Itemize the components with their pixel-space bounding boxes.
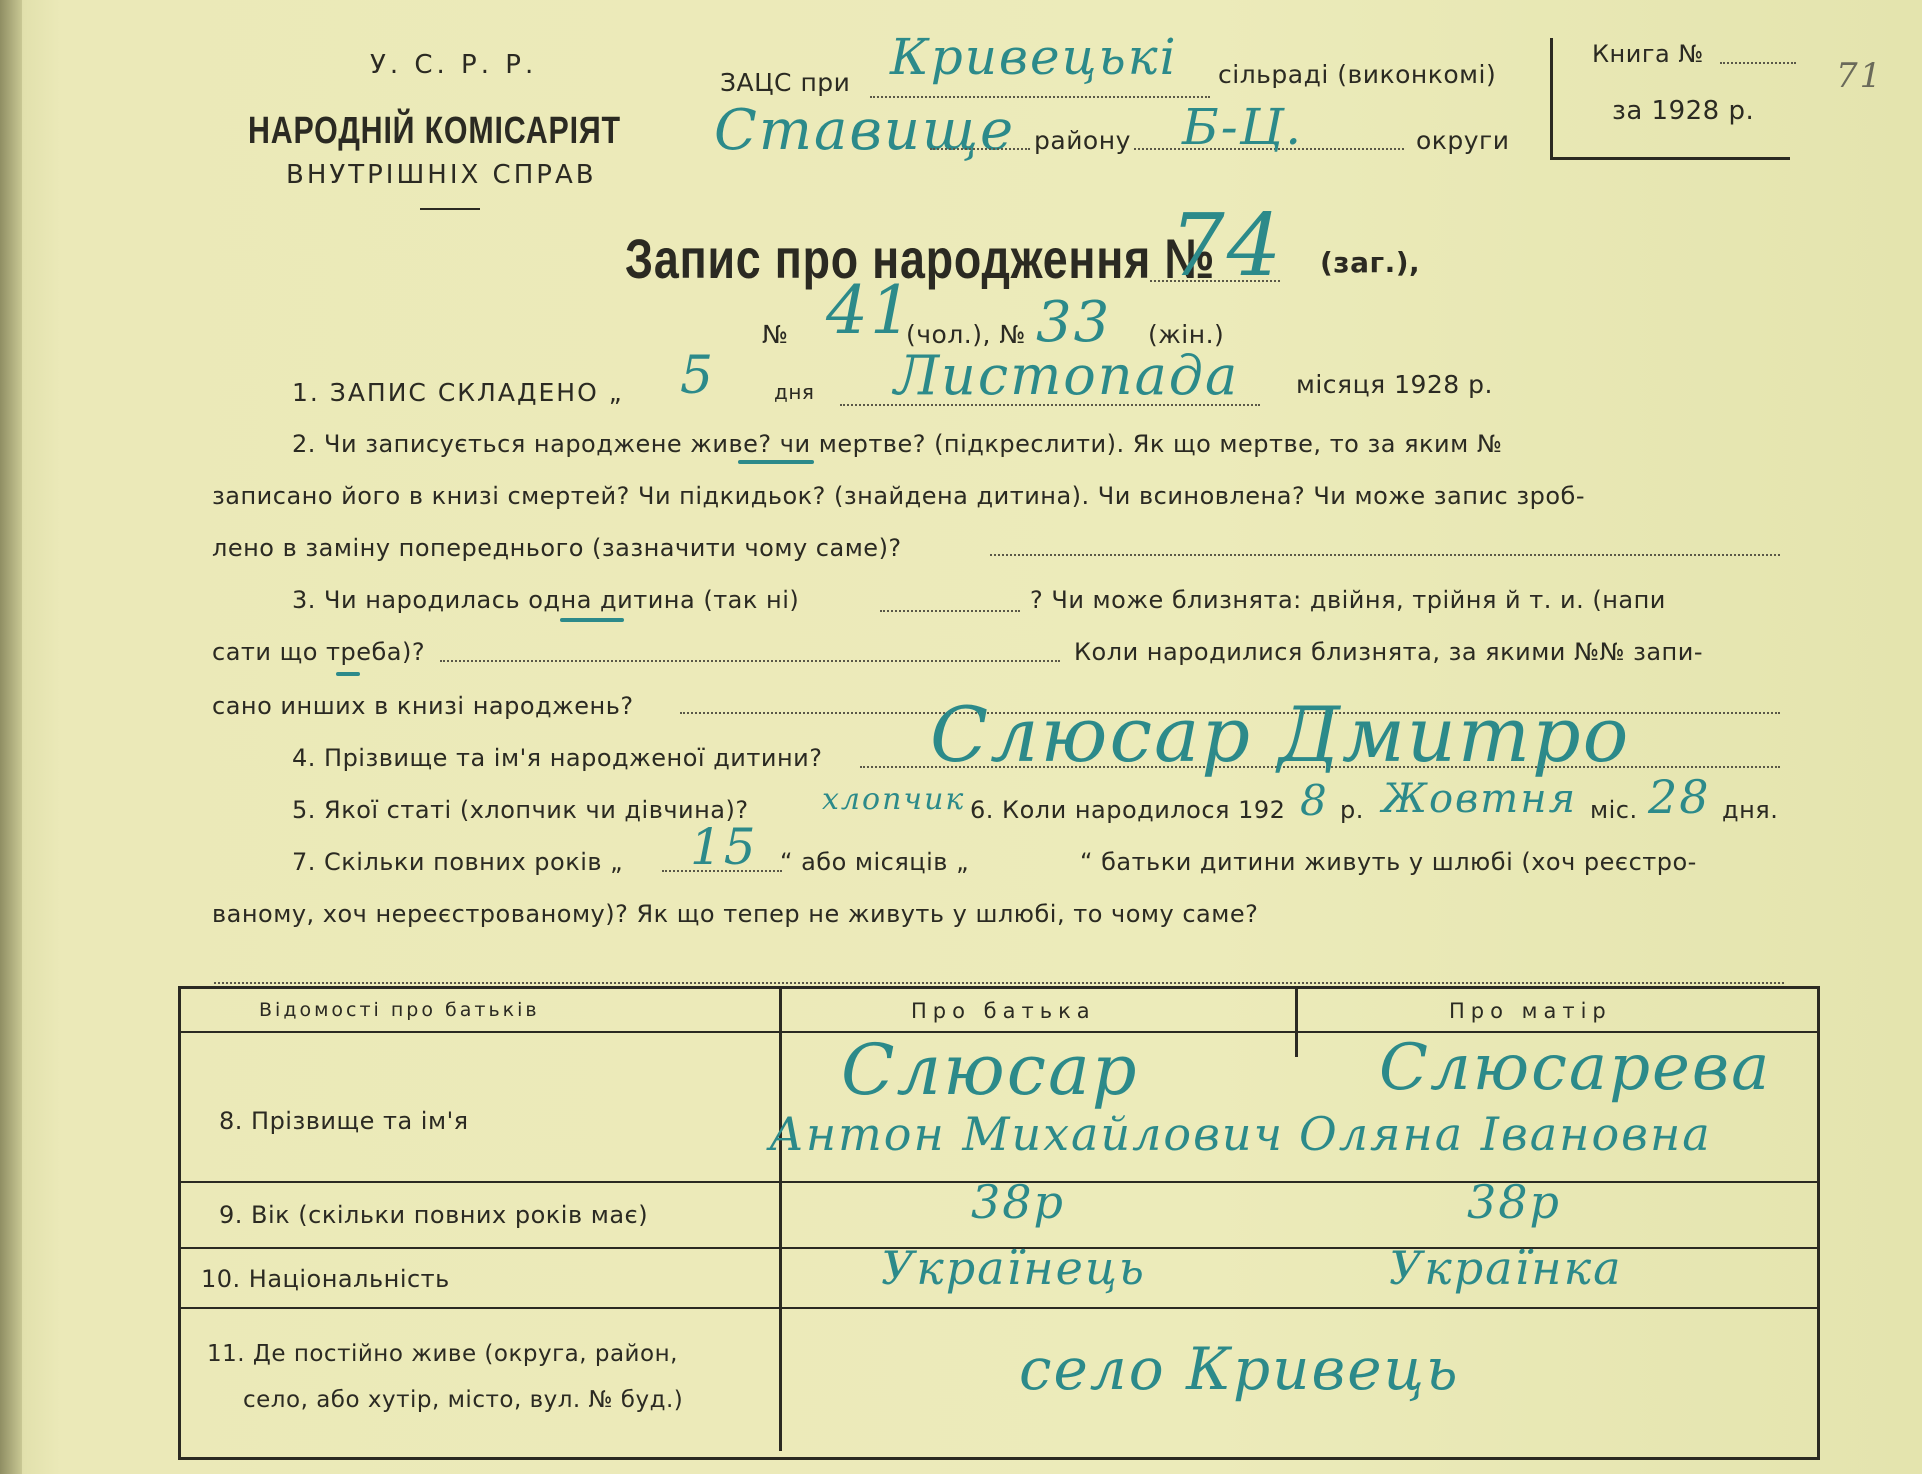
row9-father-age: 38р [971,1175,1065,1229]
q7-line1c: “ батьки дитини живуть у шлюбі (хоч реєстро- [1080,848,1697,876]
row8-mother-name: Оляна Івановна [1299,1107,1712,1161]
book-box-left [1550,38,1553,160]
table-header-mother: Про матір [1449,999,1612,1023]
q3-line2: сати що треба)? [212,638,426,666]
book-binding-edge [0,0,22,1474]
book-year-label: за 1928 р. [1612,96,1755,126]
okrug-label: округи [1416,126,1510,155]
female-number-suffix: (жін.) [1148,320,1225,349]
book-number-label: Книга № [1592,40,1704,68]
row8-mother-surname: Слюсарева [1379,1031,1772,1105]
table-header-father: Про батька [911,999,1096,1023]
q3-line2b: Коли народилися близнята, за якими №№ запи- [1074,638,1703,666]
district-handwritten: Ставище [714,98,1016,163]
row11-label-line2: село, або хутір, місто, вул. № буд.) [243,1387,684,1413]
row9-mother-age: 38р [1467,1175,1561,1229]
q4-child-name-handwritten: Слюсар Дмитро [930,690,1631,779]
district-dots [930,148,1030,150]
q5-label: 5. Якої статі (хлопчик чи дівчина)? [292,796,749,824]
female-number-handwritten: 33 [1036,290,1112,355]
margin-number: 71 [1836,56,1884,96]
q5-sex-handwritten: хлопчик [822,782,966,817]
record-title: Запис про народження № [625,227,1216,290]
district-label: району [1034,126,1131,155]
q6-month-handwritten: Жовтня [1382,776,1578,822]
zags-prefix-label: ЗАЦС при [720,68,851,97]
q3-what-underline [336,672,360,676]
row8-father-surname: Слюсар [841,1029,1139,1111]
q4-label: 4. Прізвище та ім'я народженої дитини? [292,744,823,772]
q3-line3: сано инших в книзі народжень? [212,692,634,720]
q2-line1: 2. Чи записується народжене живе? чи мертве? (підкреслити). Як що мертве, то за яким № [292,430,1503,458]
okrug-handwritten: Б-Ц. [1182,98,1304,156]
table-header-parents: Відомості про батьків [259,999,540,1021]
q1-day-handwritten: 5 [680,346,716,406]
row8-father-name: Антон Михайлович [769,1107,1285,1161]
table-col-divider-1 [779,989,782,1451]
table-col-divider-2 [1295,989,1298,1057]
row11-residence: село Кривець [1019,1335,1460,1403]
row9-label: 9. Вік (скільки повних років має) [219,1201,649,1229]
q1-suffix: місяця 1928 р. [1296,370,1493,399]
commissariat-label: НАРОДНІЙ КОМІСАРІЯТ [248,110,621,152]
republic-label: У. С. Р. Р. [370,50,538,80]
q7-line1b: “ або місяців „ [780,848,969,876]
row11-label-line1: 11. Де постійно живе (округа, район, [207,1341,678,1367]
q6-label: 6. Коли народилося 192 [970,796,1286,824]
male-number-label: № [762,320,789,349]
q1-prefix: 1. ЗАПИС СКЛАДЕНО „ [292,378,624,407]
row10-label: 10. Національність [201,1265,450,1293]
row10-father-nationality: Українець [881,1241,1146,1295]
record-number-handwritten: 74 [1170,196,1284,296]
header-rule [420,208,480,210]
q6-month-label: міс. [1590,796,1638,824]
table-row10-rule [181,1307,1817,1309]
zags-handwritten: Кривецькі [890,28,1178,86]
q2-alive-underline [738,460,814,464]
male-number-handwritten: 41 [826,272,914,349]
council-suffix-label: сільраді (виконкомі) [1218,60,1497,89]
q2-line3-dots [990,554,1780,556]
q3-line1: 3. Чи народилась одна дитина (так ні) [292,586,800,614]
q6-year-digit-handwritten: 8 [1300,776,1329,825]
row10-mother-nationality: Українка [1389,1241,1623,1295]
record-number-suffix: (заг.), [1320,246,1421,279]
department-label: ВНУТРІШНІХ СПРАВ [286,160,597,190]
q6-day-handwritten: 28 [1648,770,1711,824]
q1-day-label: дня [774,380,815,404]
q1-month-handwritten: Листопада [894,344,1240,407]
q2-line3: лено в заміну попереднього (зазначити чому саме)? [212,534,902,562]
q3-line1b: ? Чи може близнята: двійня, трійня й т. и. (напи [1030,586,1666,614]
q2-line2: записано його в книзі смертей? Чи підкидьок? (знайдена дитина). Чи всиновлена? Чи може запис зроб- [212,482,1586,510]
male-number-suffix: (чол.), № [906,320,1026,349]
q7-line1a: 7. Скільки повних років „ [292,848,624,876]
q7-years-handwritten: 15 [690,818,758,876]
q7-line2-dots [214,982,1784,984]
book-box-bottom [1550,157,1790,160]
q3-line2-dots [440,660,1060,662]
q3-line1-dots [880,610,1020,612]
record-number-dots [1150,280,1280,282]
row8-label: 8. Прізвище та ім'я [219,1107,469,1135]
q7-line2: ваному, хоч нереєстрованому)? Як що тепер не живуть у шлюбі, то чому саме? [212,900,1259,928]
parents-table [178,986,1820,1460]
q3-one-underline [560,618,624,622]
q6-day-label: дня. [1722,796,1779,824]
book-number-dots [1720,62,1796,64]
q6-year-r: р. [1340,796,1364,824]
